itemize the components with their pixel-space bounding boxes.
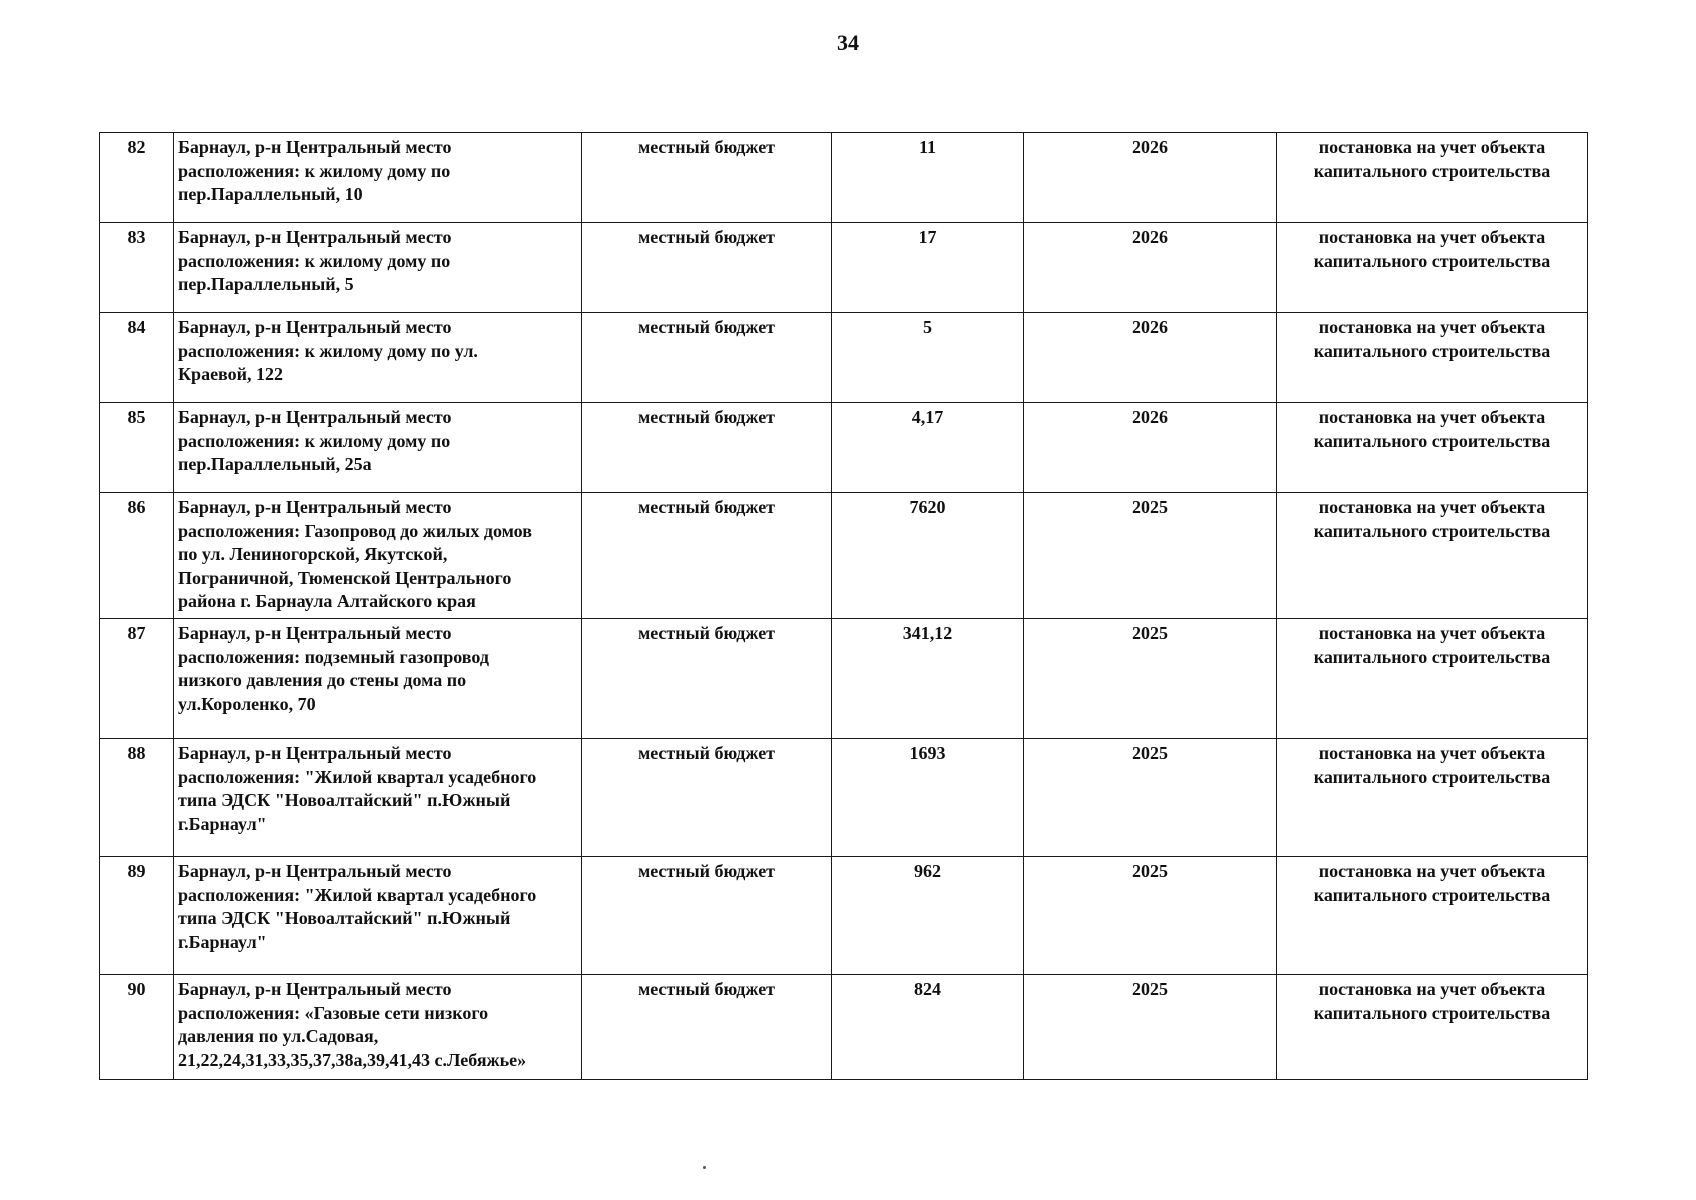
object-address-text: Барнаул, р-н Центральный место расположения: подземный газопровод низкого давления до стены дома по ул.Короленко, 70 — [178, 623, 489, 714]
object-value: 4,17 — [832, 403, 1024, 493]
row-number: 83 — [100, 223, 174, 313]
table-row — [100, 133, 1588, 223]
object-year: 2025 — [1024, 975, 1277, 1080]
object-address — [174, 739, 582, 857]
row-number: 85 — [100, 403, 174, 493]
object-address — [174, 313, 582, 403]
object-address-text: Барнаул, р-н Центральный место расположения: "Жилой квартал усадебного типа ЭДСК "Новоалтайский" п.Южный г.Барнаул" — [178, 861, 537, 952]
object-address-text: Барнаул, р-н Центральный место расположения: к жилому дому по пер.Параллельный, 10 — [178, 137, 452, 204]
object-action: постановка на учет объекта капитального строительства — [1277, 493, 1588, 619]
object-address-text: Барнаул, р-н Центральный место расположения: к жилому дому по ул. Краевой, 122 — [178, 317, 478, 384]
table-row — [100, 223, 1588, 313]
object-address-text: Барнаул, р-н Центральный место расположения: к жилому дому по пер.Параллельный, 25а — [178, 407, 452, 474]
table-row — [100, 975, 1588, 1080]
object-action: постановка на учет объекта капитального строительства — [1277, 975, 1588, 1080]
object-year: 2026 — [1024, 313, 1277, 403]
funding-source: местный бюджет — [582, 857, 832, 975]
row-number: 89 — [100, 857, 174, 975]
object-year: 2026 — [1024, 403, 1277, 493]
funding-source: местный бюджет — [582, 493, 832, 619]
object-year: 2025 — [1024, 857, 1277, 975]
object-value: 5 — [832, 313, 1024, 403]
table-row — [100, 739, 1588, 857]
object-address-text: Барнаул, р-н Центральный место расположения: «Газовые сети низкого давления по ул.Садовая, 21,22,24,31,33,35,37,38а,39,41,43 с.Лебяжье» — [178, 979, 527, 1070]
row-number: 84 — [100, 313, 174, 403]
object-year: 2025 — [1024, 739, 1277, 857]
object-address — [174, 619, 582, 739]
object-value: 1693 — [832, 739, 1024, 857]
funding-source: местный бюджет — [582, 739, 832, 857]
object-address-text: Барнаул, р-н Центральный место расположения: Газопровод до жилых домов по ул. Лениногорской, Якутской, Пограничной, Тюменской Центрального района г. Барнаула Алтайского края — [178, 497, 532, 611]
table-row — [100, 619, 1588, 739]
object-value: 341,12 — [832, 619, 1024, 739]
object-year: 2025 — [1024, 493, 1277, 619]
object-action: постановка на учет объекта капитального строительства — [1277, 133, 1588, 223]
funding-source: местный бюджет — [582, 619, 832, 739]
funding-source: местный бюджет — [582, 133, 832, 223]
table-row — [100, 313, 1588, 403]
object-value: 17 — [832, 223, 1024, 313]
object-action: постановка на учет объекта капитального строительства — [1277, 313, 1588, 403]
table-row — [100, 403, 1588, 493]
page-number: 34 — [837, 30, 859, 55]
funding-source: местный бюджет — [582, 223, 832, 313]
object-year: 2025 — [1024, 619, 1277, 739]
row-number: 90 — [100, 975, 174, 1080]
object-action: постановка на учет объекта капитального строительства — [1277, 223, 1588, 313]
scan-speck — [703, 1166, 706, 1169]
object-address — [174, 493, 582, 619]
object-address — [174, 223, 582, 313]
row-number: 82 — [100, 133, 174, 223]
object-address-text: Барнаул, р-н Центральный место расположения: к жилому дому по пер.Параллельный, 5 — [178, 227, 452, 294]
object-address — [174, 403, 582, 493]
row-number: 87 — [100, 619, 174, 739]
funding-source: местный бюджет — [582, 313, 832, 403]
object-action: постановка на учет объекта капитального строительства — [1277, 739, 1588, 857]
object-address — [174, 133, 582, 223]
object-value: 824 — [832, 975, 1024, 1080]
object-address-text: Барнаул, р-н Центральный место расположения: "Жилой квартал усадебного типа ЭДСК "Новоалтайский" п.Южный г.Барнаул" — [178, 743, 537, 834]
row-number: 86 — [100, 493, 174, 619]
object-action: постановка на учет объекта капитального строительства — [1277, 403, 1588, 493]
object-value: 7620 — [832, 493, 1024, 619]
object-action: постановка на учет объекта капитального строительства — [1277, 857, 1588, 975]
table-row — [100, 493, 1588, 619]
object-value: 11 — [832, 133, 1024, 223]
funding-source: местный бюджет — [582, 403, 832, 493]
row-number: 88 — [100, 739, 174, 857]
object-year: 2026 — [1024, 133, 1277, 223]
objects-table — [99, 132, 1588, 1080]
object-year: 2026 — [1024, 223, 1277, 313]
object-address — [174, 857, 582, 975]
table-row — [100, 857, 1588, 975]
object-value: 962 — [832, 857, 1024, 975]
object-action: постановка на учет объекта капитального строительства — [1277, 619, 1588, 739]
funding-source: местный бюджет — [582, 975, 832, 1080]
object-address — [174, 975, 582, 1080]
